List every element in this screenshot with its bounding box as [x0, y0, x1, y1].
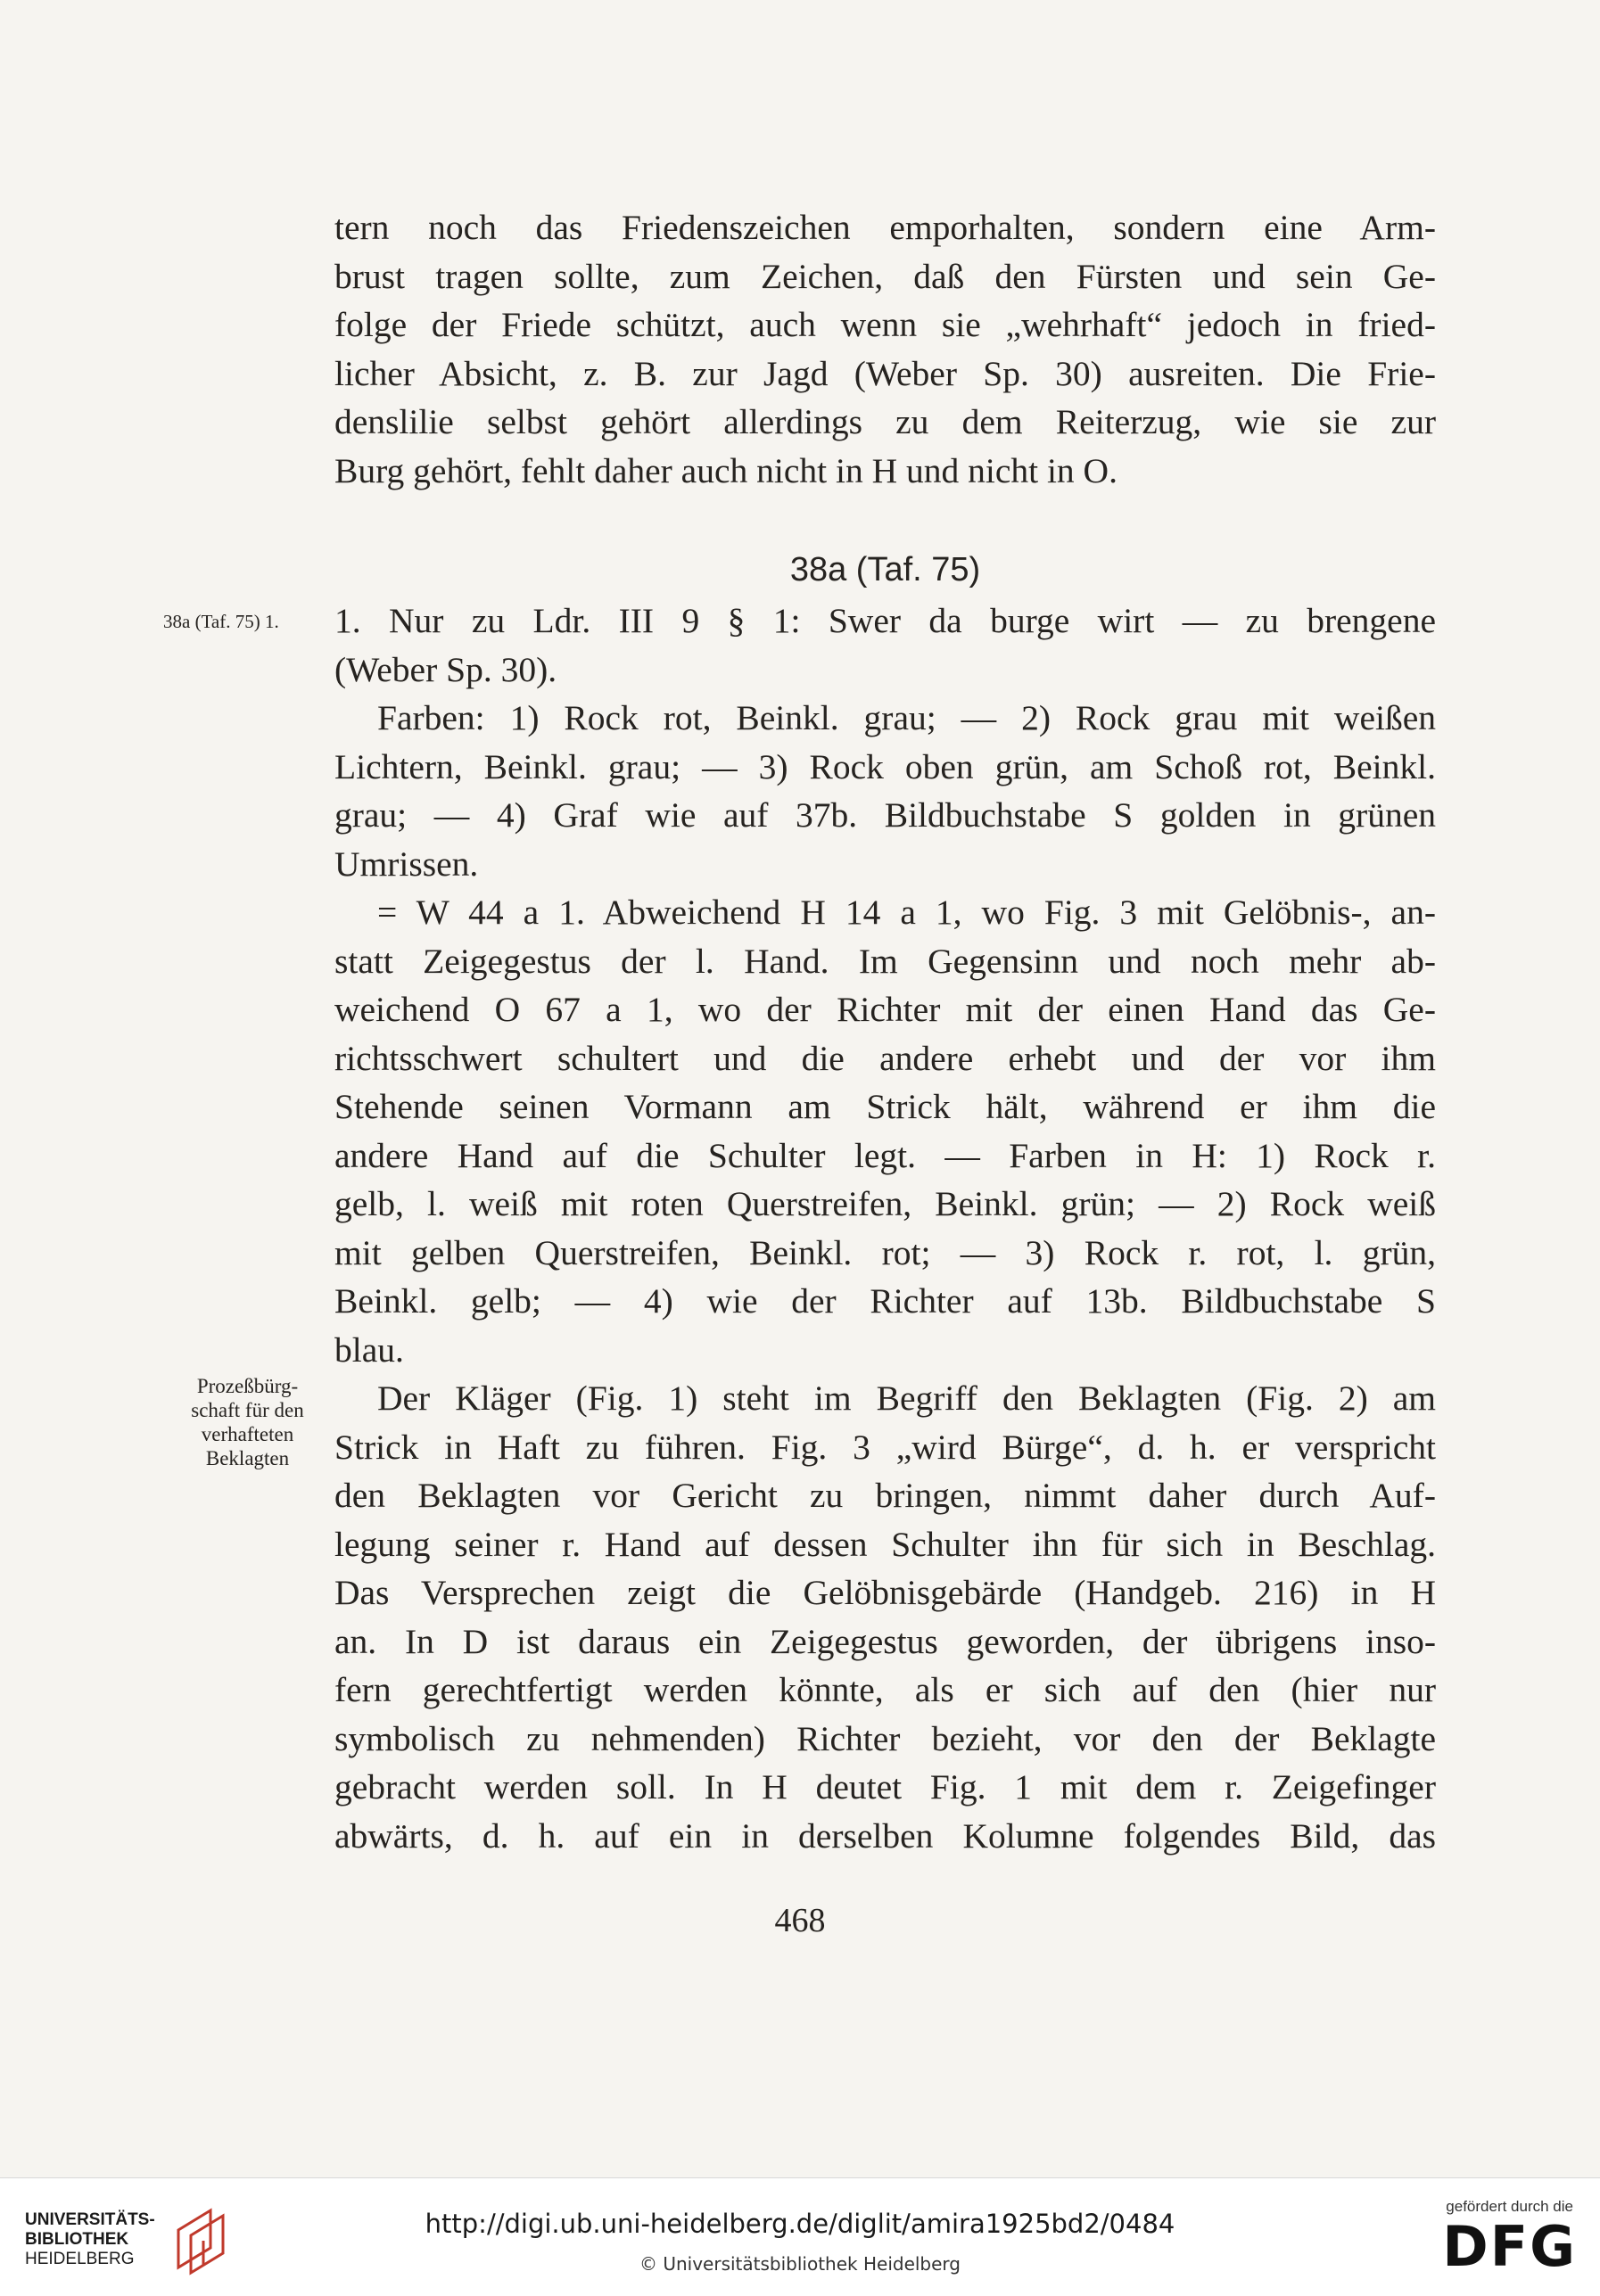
- text-line: mit gelben Querstreifen, Beinkl. rot; — 3) Rock r. rot, l. grün,: [334, 1232, 1436, 1272]
- viewer-footer: [0, 2177, 1600, 2296]
- paragraph-2: [334, 597, 1436, 694]
- text-line: = W 44 a 1. Abweichend H 14 a 1, wo Fig. 3 mit Gelöbnis-, an-: [377, 893, 1436, 932]
- text-line: Strick in Haft zu führen. Fig. 3 „wird Bürge“, d. h. er verspricht: [334, 1427, 1436, 1467]
- text-line: licher Absicht, z. B. zur Jagd (Weber Sp. 30) ausreiten. Die Frie-: [334, 353, 1436, 393]
- paragraph-1: [334, 203, 1436, 495]
- text-line: 1. Nur zu Ldr. III 9 § 1: Swer da burge wirt — zu brengene: [334, 601, 1436, 640]
- text-line: statt Zeigegestus der l. Hand. Im Gegensinn und noch mehr ab-: [334, 941, 1436, 981]
- dfg-wordmark: DFG: [1442, 2214, 1577, 2279]
- funding-note: gefördert durch die: [1446, 2198, 1573, 2215]
- text-line: Umrissen.: [334, 844, 479, 884]
- text-line: andere Hand auf die Schulter legt. — Farben in H: 1) Rock r.: [334, 1135, 1436, 1175]
- text-line: blau.: [334, 1329, 404, 1370]
- text-line: grau; — 4) Graf wie auf 37b. Bildbuchstabe S golden in grünen: [334, 795, 1436, 835]
- text-line: folge der Friede schützt, auch wenn sie „wehrhaft“ jedoch in fried-: [334, 305, 1436, 344]
- text-line: Burg gehört, fehlt daher auch nicht in H und nicht in O.: [334, 450, 1118, 490]
- text-line: den Beklagten vor Gericht zu bringen, nimmt daher durch Auf-: [334, 1476, 1436, 1515]
- section-gap: [334, 495, 1436, 543]
- margin-topic-line: schaft für den: [191, 1399, 304, 1421]
- permalink-url[interactable]: http://digi.ub.uni-heidelberg.de/diglit/amira1925bd2/0484: [425, 2209, 1175, 2239]
- text-line: an. In D ist daraus ein Zeigegestus geworden, der übrigens inso-: [334, 1621, 1436, 1661]
- section-heading: 38a (Taf. 75): [789, 551, 981, 588]
- paragraph-3: [334, 694, 1436, 888]
- paragraph-5: [334, 1374, 1436, 1860]
- text-line: Das Versprechen zeigt die Gelöbnisgebärde (Handgeb. 216) in H: [334, 1573, 1436, 1612]
- library-line: HEIDELBERG: [25, 2250, 135, 2268]
- text-line: Farben: 1) Rock rot, Beinkl. grau; — 2) Rock grau mit weißen: [377, 698, 1436, 737]
- text-line: Stehende seinen Vormann am Strick hält, während er ihm die: [334, 1087, 1436, 1126]
- margin-reference: 38a (Taf. 75) 1.: [163, 611, 279, 632]
- library-line: BIBLIOTHEK: [25, 2230, 129, 2249]
- text-line: legung seiner r. Hand auf dessen Schulter ihn für sich in Beschlag.: [334, 1524, 1436, 1564]
- margin-topic-line: verhafteten: [201, 1423, 294, 1445]
- dfg-logo[interactable]: [1398, 2198, 1577, 2287]
- text-line: tern noch das Friedenszeichen emporhalten, sondern eine Arm-: [334, 208, 1436, 247]
- margin-topic-line: Prozeßbürg-: [196, 1375, 299, 1397]
- page-number: 468: [774, 1902, 826, 1939]
- text-line: Der Kläger (Fig. 1) steht im Begriff den Beklagten (Fig. 2) am: [377, 1378, 1436, 1418]
- paragraph-4: [334, 888, 1436, 1374]
- text-line: richtsschwert schultert und die andere erhebt und der vor ihm: [334, 1038, 1436, 1078]
- text-line: weichend O 67 a 1, wo der Richter mit der einen Hand das Ge-: [334, 990, 1436, 1029]
- library-line: UNIVERSITÄTS-: [25, 2210, 155, 2229]
- text-line: symbolisch zu nehmenden) Richter bezieht, vor den der Beklagte: [334, 1718, 1436, 1758]
- copyright-notice: © Universitätsbibliothek Heidelberg: [639, 2253, 961, 2275]
- body-text: [334, 203, 1436, 1860]
- text-line: fern gerechtfertigt werden könnte, als er sich auf den (hier nur: [334, 1670, 1436, 1709]
- text-line: Lichtern, Beinkl. grau; — 3) Rock oben grün, am Schoß rot, Beinkl.: [334, 746, 1436, 786]
- text-line: gelb, l. weiß mit roten Querstreifen, Beinkl. grün; — 2) Rock weiß: [334, 1184, 1436, 1223]
- text-line: gebracht werden soll. In H deutet Fig. 1 mit dem r. Zeigefinger: [334, 1767, 1436, 1806]
- margin-topic-line: Beklagten: [205, 1447, 290, 1469]
- margin-topic-note: [161, 1374, 334, 1470]
- text-line: (Weber Sp. 30).: [334, 649, 557, 689]
- text-line: Beinkl. gelb; — 4) wie der Richter auf 13b. Bildbuchstabe S: [334, 1281, 1436, 1321]
- text-line: brust tragen sollte, zum Zeichen, daß den Fürsten und sein Ge-: [334, 256, 1436, 296]
- text-line: abwärts, d. h. auf ein in derselben Kolumne folgendes Bild, das: [334, 1815, 1436, 1856]
- text-line: denslilie selbst gehört allerdings zu dem Reiterzug, wie sie zur: [334, 402, 1436, 441]
